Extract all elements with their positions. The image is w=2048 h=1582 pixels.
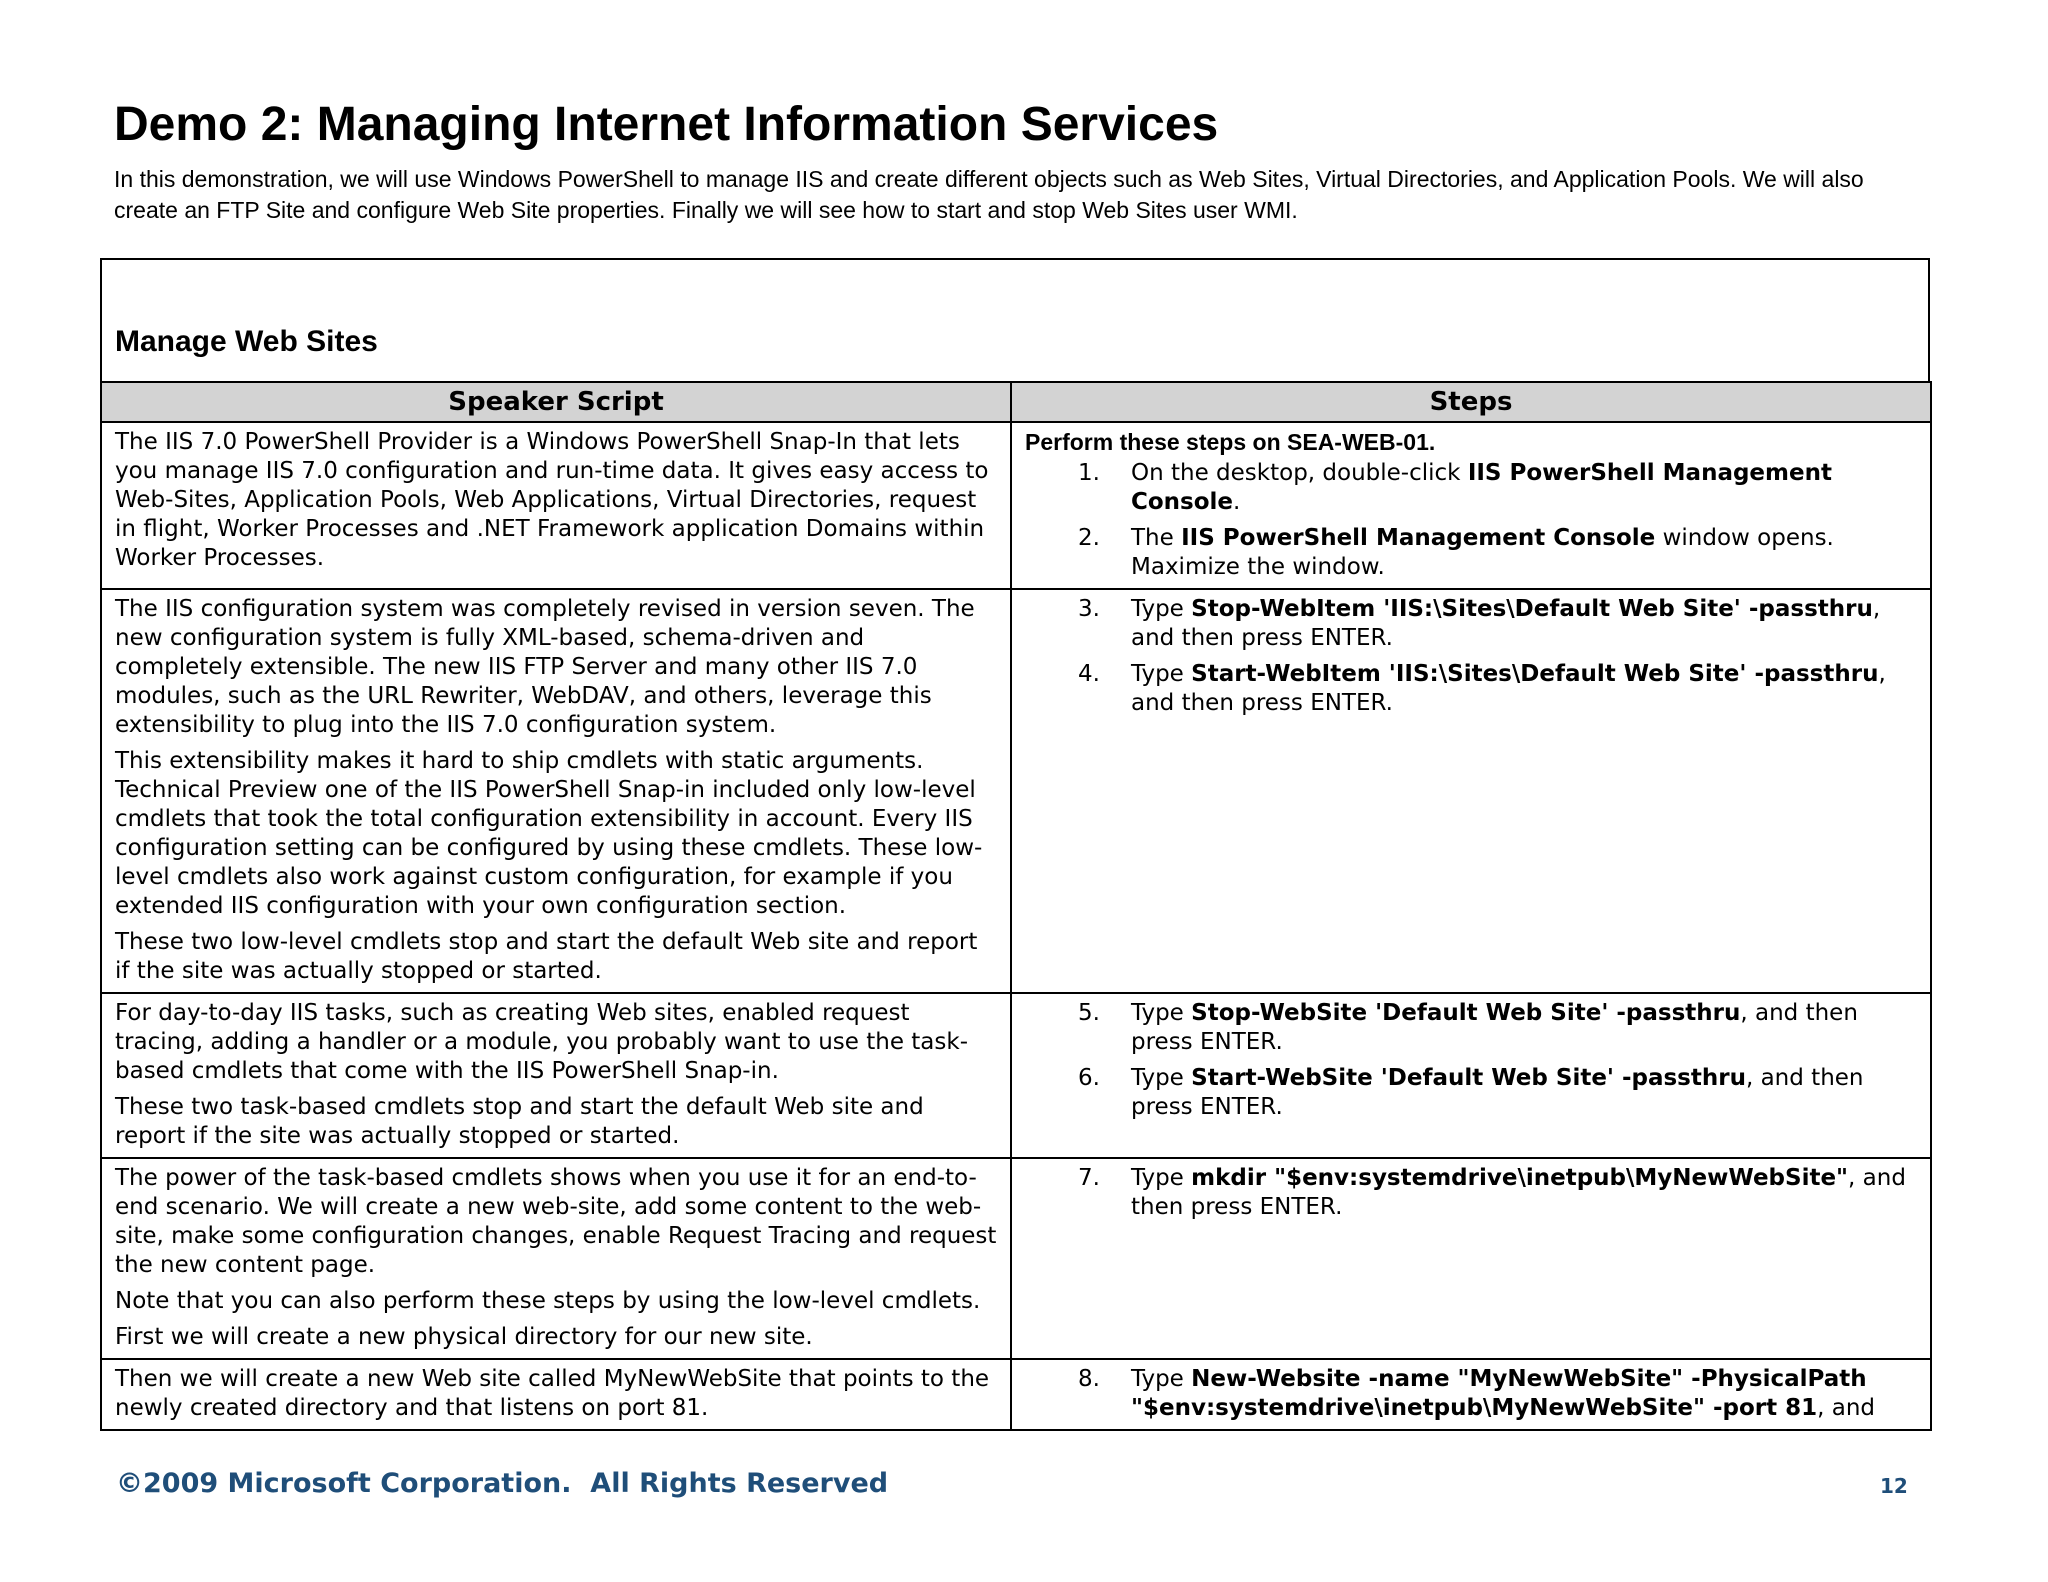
script-paragraph: This extensibility makes it hard to ship cmdlets with static arguments. Technical Preview one of the IIS PowerShell Snap-in included only low-level cmdlets that took the total configuration extensibility in account. Every IIS configuration setting can be configured by using these cmdlets. These low-level cmdlets also work against custom configuration, for example if you extended IIS configuration with your own configuration section. bbox=[115, 748, 983, 919]
speaker-script-cell bbox=[101, 1359, 1011, 1430]
script-paragraph: Note that you can also perform these steps by using the low-level cmdlets. bbox=[115, 1288, 981, 1314]
steps-cell bbox=[1011, 993, 1931, 1158]
table-row bbox=[101, 1158, 1931, 1359]
speaker-script-header: Speaker Script bbox=[101, 382, 1011, 422]
steps-cell bbox=[1011, 1158, 1931, 1359]
step-command: mkdir "$env:systemdrive\inetpub\MyNewWebSite" bbox=[1191, 1165, 1849, 1191]
step-command: Stop-WebItem 'IIS:\Sites\Default Web Site' -passthru bbox=[1191, 596, 1873, 622]
script-paragraph: First we will create a new physical directory for our new site. bbox=[115, 1324, 813, 1350]
steps-header: Steps bbox=[1011, 382, 1931, 422]
steps-lead: Perform these steps on SEA-WEB-01. bbox=[1025, 429, 1436, 455]
step-item bbox=[1025, 595, 1918, 653]
step-text: On the desktop, double-click IIS PowerShell Management Console. bbox=[1131, 460, 1832, 515]
step-number: 6. bbox=[1078, 1065, 1100, 1091]
step-item bbox=[1025, 459, 1918, 517]
step-number: 5. bbox=[1078, 1000, 1100, 1026]
intro-paragraph: In this demonstration, we will use Windows PowerShell to manage IIS and create different objects such as Web Sites, Virtual Directories, and Application Pools. We will also create an FTP Site and configure Web Site properties. Finally we will see how to start and stop Web Sites user WMI. bbox=[114, 166, 1864, 223]
step-text: Type Start-WebItem 'IIS:\Sites\Default Web Site' -passthru, and then press ENTER. bbox=[1131, 661, 1886, 716]
step-number: 2. bbox=[1078, 525, 1100, 551]
step-number: 8. bbox=[1078, 1366, 1100, 1392]
speaker-script-cell bbox=[101, 422, 1011, 589]
step-number: 4. bbox=[1078, 661, 1100, 687]
step-command: IIS PowerShell Management Console bbox=[1181, 525, 1656, 551]
step-text: The IIS PowerShell Management Console window opens. Maximize the window. bbox=[1131, 525, 1834, 580]
script-paragraph: The IIS configuration system was completely revised in version seven. The new configuration system is fully XML-based, schema-driven and completely extensible. The new IIS FTP Server and many other IIS 7.0 modules, such as the URL Rewriter, WebDAV, and others, leverage this extensibility to plug into the IIS 7.0 configuration system. bbox=[115, 596, 975, 738]
script-paragraph: Then we will create a new Web site called MyNewWebSite that points to the newly created directory and that listens on port 81. bbox=[115, 1366, 990, 1421]
section-header-box bbox=[100, 258, 1930, 382]
step-item bbox=[1025, 524, 1918, 582]
speaker-script-cell bbox=[101, 589, 1011, 993]
speaker-script-cell bbox=[101, 993, 1011, 1158]
step-item bbox=[1025, 1164, 1918, 1222]
speaker-script-cell bbox=[101, 1158, 1011, 1359]
table-row bbox=[101, 993, 1931, 1158]
table-row bbox=[101, 1359, 1931, 1430]
step-item bbox=[1025, 999, 1918, 1057]
step-command: New-Website -name "MyNewWebSite" -PhysicalPath "$env:systemdrive\inetpub\MyNewWebSite" -port 81 bbox=[1131, 1366, 1867, 1421]
table-row bbox=[101, 589, 1931, 993]
step-number: 1. bbox=[1078, 460, 1100, 486]
steps-cell bbox=[1011, 422, 1931, 589]
page-title: Demo 2: Managing Internet Information Services bbox=[114, 98, 1219, 151]
step-command: Start-WebSite 'Default Web Site' -passthru bbox=[1191, 1065, 1746, 1091]
script-paragraph: For day-to-day IIS tasks, such as creating Web sites, enabled request tracing, adding a handler or a module, you probably want to use the task-based cmdlets that come with the IIS PowerShell Snap-in. bbox=[115, 1000, 968, 1084]
table-row bbox=[101, 422, 1931, 589]
steps-cell bbox=[1011, 1359, 1931, 1430]
section-heading: Manage Web Sites bbox=[115, 325, 378, 358]
step-text: Type Start-WebSite 'Default Web Site' -passthru, and then press ENTER. bbox=[1131, 1065, 1864, 1120]
script-paragraph: The power of the task-based cmdlets shows when you use it for an end-to-end scenario. We will create a new web-site, add some content to the web-site, make some configuration changes, enable Request Tracing and request the new content page. bbox=[115, 1165, 997, 1278]
step-text: Type mkdir "$env:systemdrive\inetpub\MyNewWebSite", and then press ENTER. bbox=[1131, 1165, 1906, 1220]
step-command: Start-WebItem 'IIS:\Sites\Default Web Site' -passthru bbox=[1191, 661, 1879, 687]
step-number: 3. bbox=[1078, 596, 1100, 622]
steps-cell bbox=[1011, 589, 1931, 993]
script-paragraph: The IIS 7.0 PowerShell Provider is a Windows PowerShell Snap-In that lets you manage IIS 7.0 configuration and run-time data. It gives easy access to Web-Sites, Application Pools, Web Applications, Virtual Directories, request in flight, Worker Processes and .NET Framework application Domains within Worker Processes. bbox=[115, 429, 989, 571]
script-steps-table bbox=[100, 381, 1932, 1431]
script-paragraph: These two low-level cmdlets stop and start the default Web site and report if the site was actually stopped or started. bbox=[115, 929, 978, 984]
step-item bbox=[1025, 1064, 1918, 1122]
step-item bbox=[1025, 660, 1918, 718]
step-item bbox=[1025, 1365, 1918, 1423]
step-text: Type Stop-WebSite 'Default Web Site' -passthru, and then press ENTER. bbox=[1131, 1000, 1858, 1055]
step-text: Type New-Website -name "MyNewWebSite" -PhysicalPath "$env:systemdrive\inetpub\MyNewWebSite" -port 81, and bbox=[1131, 1366, 1876, 1421]
step-text: Type Stop-WebItem 'IIS:\Sites\Default Web Site' -passthru, and then press ENTER. bbox=[1131, 596, 1881, 651]
step-command: Stop-WebSite 'Default Web Site' -passthru bbox=[1191, 1000, 1741, 1026]
step-number: 7. bbox=[1078, 1165, 1100, 1191]
step-command: IIS PowerShell Management Console bbox=[1131, 460, 1832, 515]
page-number: 12 bbox=[1880, 1474, 1908, 1498]
script-paragraph: These two task-based cmdlets stop and start the default Web site and report if the site was actually stopped or started. bbox=[115, 1094, 924, 1149]
table-header-row bbox=[101, 382, 1931, 422]
footer-copyright: ©2009 Microsoft Corporation. All Rights Reserved bbox=[116, 1468, 889, 1499]
